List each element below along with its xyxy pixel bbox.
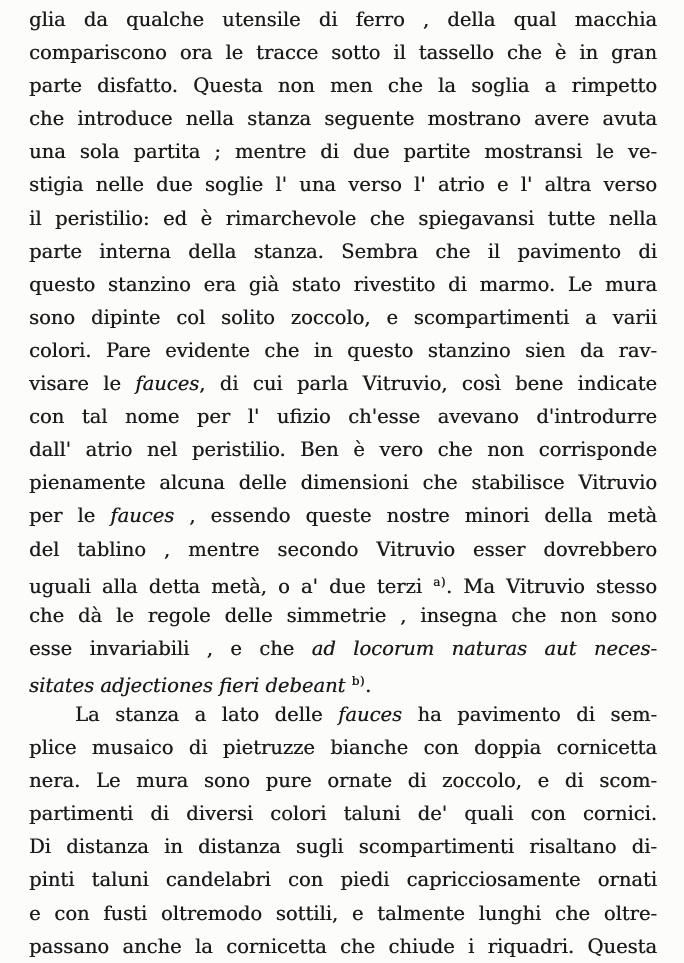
text-segment: fauces <box>135 372 200 396</box>
text-segment: , essendo queste nostre minori della metà <box>174 504 657 528</box>
page-text <box>29 3 657 963</box>
text-segment: uguali alla detta metà, o a' due terzi <box>29 574 434 598</box>
paragraph <box>29 698 657 963</box>
text-segment: ha pavimento di sem- <box>401 702 657 726</box>
text-line <box>29 731 657 764</box>
text-segment: . <box>364 673 372 697</box>
text-line <box>29 533 657 566</box>
text-line <box>29 235 657 268</box>
text-line <box>29 566 657 599</box>
text-line <box>29 632 657 665</box>
text-line <box>29 69 657 102</box>
text-segment: il peristilio: ed è rimarchevole che spiegavansi tutte nella <box>29 206 657 230</box>
text-segment: ad locorum naturas aut neces- <box>311 636 657 660</box>
text-segment: del tablino , mentre secondo Vitruvio esser dovrebbero <box>29 537 657 561</box>
text-segment: passano anche la cornicetta che chiude i riquadri. Questa <box>29 934 657 958</box>
text-line <box>29 698 657 731</box>
text-line <box>29 665 657 698</box>
text-segment: parte interna della stanza. Sembra che il pavimento di <box>29 239 657 263</box>
text-segment: , di cui parla Vitruvio, così bene indicate <box>199 372 657 396</box>
text-line <box>29 168 657 201</box>
text-segment: sitates adjectiones fieri debeant <box>29 673 352 697</box>
text-line <box>29 930 657 963</box>
text-segment: pinti taluni candelabri con piedi capricciosamente ornati <box>29 868 657 892</box>
text-segment: Di distanza in distanza sugli scompartimenti risaltano di- <box>29 835 657 859</box>
text-segment: pienamente alcuna delle dimensioni che stabilisce Vitruvio <box>29 471 657 495</box>
text-line <box>29 367 657 400</box>
text-line <box>29 268 657 301</box>
text-segment: nera. Le mura sono pure ornate di zoccolo, e di scom- <box>29 769 657 793</box>
text-line <box>29 433 657 466</box>
text-segment: che introduce nella stanza seguente mostrano avere avuta <box>29 107 657 131</box>
text-segment: La stanza a lato delle <box>75 702 339 726</box>
text-line <box>29 797 657 830</box>
text-segment: plice musaico di pietruzze bianche con doppia cornicetta <box>29 736 657 760</box>
text-line <box>29 301 657 334</box>
text-segment: esse invariabili , e che <box>29 636 312 660</box>
text-segment: sono dipinte col solito zoccolo, e scompartimenti a varii <box>29 305 657 329</box>
text-line <box>29 499 657 532</box>
text-line <box>29 334 657 367</box>
footnote-marker: b) <box>351 673 365 688</box>
text-line <box>29 764 657 797</box>
text-segment: parte disfatto. Questa non men che la soglia a rimpetto <box>29 74 657 98</box>
text-segment: una sola partita ; mentre di due partite mostransi le ve- <box>29 140 657 164</box>
text-segment: fauces <box>110 504 175 528</box>
text-segment: colori. Pare evidente che in questo stanzino sien da rav- <box>29 338 657 362</box>
footnote-marker: a) <box>433 574 446 589</box>
text-segment: . Ma Vitruvio stesso <box>445 574 657 598</box>
text-line <box>29 36 657 69</box>
text-line <box>29 400 657 433</box>
text-line <box>29 830 657 863</box>
text-line <box>29 202 657 235</box>
text-segment: glia da qualche utensile di ferro , della qual macchia <box>29 8 657 31</box>
text-segment: stigia nelle due soglie l' una verso l' atrio e l' altra verso <box>29 173 657 197</box>
text-segment: e con fusti oltremodo sottili, e talmente lunghi che oltre- <box>29 901 657 925</box>
text-segment: partimenti di diversi colori taluni de' quali con cornici. <box>29 802 657 826</box>
text-segment: che dà le regole delle simmetrie , insegna che non sono <box>29 603 657 627</box>
text-segment: visare le <box>29 372 136 396</box>
text-segment: dall' atrio nel peristilio. Ben è vero che non corrisponde <box>29 438 657 462</box>
text-segment: questo stanzino era già stato rivestito di marmo. Le mura <box>29 272 657 296</box>
text-line <box>29 3 657 36</box>
text-line <box>29 466 657 499</box>
paragraph <box>29 3 657 698</box>
text-segment: fauces <box>338 702 402 726</box>
text-line <box>29 599 657 632</box>
text-segment: con tal nome per l' ufizio ch'esse avevano d'introdurre <box>29 405 657 429</box>
text-line <box>29 135 657 168</box>
text-segment: per le <box>29 504 111 528</box>
text-line <box>29 897 657 930</box>
text-line <box>29 102 657 135</box>
text-segment: compariscono ora le tracce sotto il tassello che è in gran <box>29 41 657 65</box>
text-line <box>29 863 657 896</box>
